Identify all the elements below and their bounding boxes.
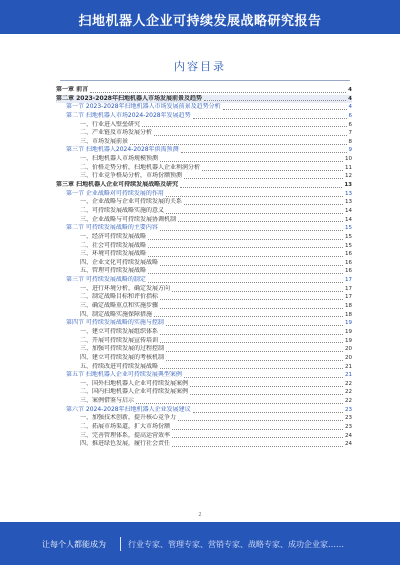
toc-leader-dots <box>154 131 346 136</box>
toc-entry-title: 第五节 扫地机器人企业可持续发展典型案例 <box>66 371 182 379</box>
toc-entry-page: 4 <box>348 104 352 111</box>
toc-entry[interactable] <box>56 363 352 372</box>
toc-leader-dots <box>136 399 343 404</box>
toc-entry-page: 6 <box>348 112 352 119</box>
toc-leader-dots <box>148 235 343 240</box>
toc-entry[interactable] <box>56 121 352 130</box>
toc-entry-page: 4 <box>348 87 352 93</box>
toc-entry[interactable] <box>56 337 352 346</box>
toc-leader-dots <box>130 140 346 145</box>
toc-leader-dots <box>166 356 343 361</box>
toc-entry-page: 13 <box>344 182 352 189</box>
page-number: 2 <box>198 512 202 518</box>
toc-entry-page: 20 <box>345 354 352 361</box>
toc-entry-page: 19 <box>345 337 352 344</box>
toc-entry-title: 三、行业竞争格局分析，市场份额预测 <box>80 172 183 180</box>
toc-entry-page: 4 <box>348 95 352 102</box>
toc-entry-page: 17 <box>345 285 352 292</box>
report-title: 扫地机器人企业可持续发展战略研究报告 <box>78 14 322 29</box>
toc-entry[interactable] <box>56 112 352 121</box>
toc-leader-dots <box>166 321 343 326</box>
toc-entry-title: 第三节 可持续发展战略的制定 <box>66 276 146 284</box>
toc-entry-page: 22 <box>345 380 352 387</box>
toc-entry-title: 第三节 扫地机器人2024-2028年供需预测 <box>66 146 179 154</box>
toc-entry-title: 三、案例借鉴与启示 <box>80 397 135 405</box>
toc-entry-title: 四、推进绿色发展，履行社会责任 <box>80 440 171 448</box>
toc-entry[interactable] <box>56 267 352 276</box>
toc-entry[interactable] <box>56 129 352 138</box>
toc-entry-page: 7 <box>348 130 352 137</box>
toc-leader-dots <box>190 382 343 387</box>
toc-leader-dots <box>223 105 347 110</box>
toc-entry-page: 16 <box>345 251 352 258</box>
toc-leader-dots <box>180 183 342 188</box>
toc-leader-dots <box>178 416 343 421</box>
toc-entry-page: 9 <box>348 147 352 154</box>
toc-leader-dots <box>172 287 343 292</box>
toc-entry[interactable] <box>56 155 352 164</box>
toc-entry[interactable] <box>56 319 352 328</box>
toc-leader-dots <box>160 157 343 162</box>
toc-entry[interactable] <box>56 138 352 147</box>
toc-entry-page: 21 <box>345 372 352 379</box>
toc-entry-page: 12 <box>345 173 352 180</box>
toc-entry-page: 16 <box>345 259 352 266</box>
toc-leader-dots <box>193 114 347 119</box>
toc-entry[interactable] <box>56 172 352 181</box>
toc-entry-title: 五、持续改进可持续发展战略 <box>80 362 159 370</box>
toc-entry-page: 19 <box>345 320 352 327</box>
toc-leader-dots <box>160 364 343 369</box>
toc-entry-title: 二、可持续发展战略实施的意义 <box>80 206 165 214</box>
toc-entry[interactable] <box>56 207 352 216</box>
toc-leader-dots <box>166 192 343 197</box>
toc-entry-page: 22 <box>345 389 352 396</box>
toc-leader-dots <box>90 88 346 93</box>
toc-entry-page: 19 <box>345 328 352 335</box>
toc-entry-page: 16 <box>345 268 352 275</box>
toc-leader-dots <box>166 347 343 352</box>
toc-leader-dots <box>172 425 343 430</box>
toc-entry[interactable] <box>56 371 352 380</box>
toc-leader-dots <box>193 408 343 413</box>
toc-heading: 内容目录 <box>174 60 226 73</box>
toc-leader-dots <box>178 217 343 222</box>
toc-entry-title: 二、制定战略目标和评价指标 <box>80 293 159 301</box>
toc-entry-page: 21 <box>345 363 352 370</box>
toc-leader-dots <box>160 330 343 335</box>
toc-entry[interactable] <box>56 95 352 104</box>
toc-leader-dots <box>172 442 343 447</box>
toc-entry[interactable] <box>56 198 352 207</box>
toc-entry[interactable] <box>56 216 352 225</box>
toc-entry-page: 24 <box>345 441 352 448</box>
toc-entry-page: 15 <box>345 233 352 240</box>
toc-entry-page: 15 <box>345 242 352 249</box>
toc-entry[interactable] <box>56 164 352 173</box>
toc-entry-page: 22 <box>345 398 352 405</box>
toc-entry-title: 第一章 前言 <box>56 86 89 93</box>
toc-entry[interactable] <box>56 285 352 294</box>
toc-entry-title: 第六节 2024-2028年扫地机器人企业发展建议 <box>66 405 191 413</box>
toc-leader-dots <box>148 269 343 274</box>
toc-leader-dots <box>184 200 343 205</box>
toc-leader-dots <box>190 390 343 395</box>
toc-entry-title: 一、经济可持续发展战略 <box>80 232 147 240</box>
toc-leader-dots <box>204 96 346 101</box>
toc-entry[interactable] <box>56 328 352 337</box>
toc-entry[interactable] <box>56 414 352 423</box>
toc-entry[interactable] <box>56 354 352 363</box>
toc-entry[interactable] <box>56 103 352 112</box>
toc-entry[interactable] <box>56 250 352 259</box>
toc-entry[interactable] <box>56 302 352 311</box>
toc-entry[interactable] <box>56 397 352 406</box>
toc-entry-title: 一、扫地机器人市场规模预测 <box>80 155 159 163</box>
toc-entry-title: 二、产业链及市场发展分析 <box>80 129 153 137</box>
toc-entry-title: 二、国内扫地机器人企业可持续发展案例 <box>80 388 189 396</box>
toc-entry-page: 13 <box>345 190 352 197</box>
toc-entry-title: 二、开展可持续发展宣传培训 <box>80 336 159 344</box>
toc-entry-page: 15 <box>345 225 352 232</box>
toc-leader-dots <box>160 226 343 231</box>
toc-entry[interactable] <box>56 311 352 320</box>
toc-entry[interactable] <box>56 86 352 95</box>
toc-divider <box>60 80 350 81</box>
toc-entry-title: 第二节 可持续发展战略的主要内容 <box>66 224 158 232</box>
toc-entry[interactable] <box>56 276 352 285</box>
toc-entry-title: 三、加强可持续发展的过程控制 <box>80 345 165 353</box>
toc-entry[interactable] <box>56 224 352 233</box>
toc-entry[interactable] <box>56 440 352 449</box>
toc-entry[interactable] <box>56 423 352 432</box>
toc-entry-title: 三、完善管理体系，提高运营效率 <box>80 431 171 439</box>
toc-leader-dots <box>148 243 343 248</box>
toc-leader-dots <box>142 122 346 127</box>
toc-entry-title: 二、拓展市场渠道，扩大市场份额 <box>80 422 171 430</box>
toc-entry-title: 四、建立可持续发展的考核机制 <box>80 353 165 361</box>
toc-entry-page: 23 <box>345 415 352 422</box>
toc-entry-page: 8 <box>348 138 352 145</box>
toc-entry-page: 23 <box>345 406 352 413</box>
toc-entry-title: 第二章 2023-2028年扫地机器人市场发展前景及趋势 <box>56 94 202 102</box>
toc-leader-dots <box>184 373 343 378</box>
toc-entry-page: 14 <box>345 216 352 223</box>
toc-leader-dots <box>160 295 343 300</box>
toc-leader-dots <box>202 166 343 171</box>
table-of-contents <box>56 86 352 449</box>
toc-entry-title: 三、市场发展前景 <box>80 137 129 145</box>
toc-entry-page: 18 <box>345 311 352 318</box>
toc-entry-title: 一、国外扫地机器人企业可持续发展案例 <box>80 379 189 387</box>
toc-entry-title: 第一节 2023-2028年扫地机器人市场发展前景及趋势分析 <box>66 103 221 111</box>
toc-entry-title: 第四节 可持续发展战略的实施与控制 <box>66 319 164 327</box>
toc-entry[interactable] <box>56 259 352 268</box>
toc-entry-title: 二、社会可持续发展战略 <box>80 241 147 249</box>
toc-leader-dots <box>172 433 343 438</box>
footer-slogan: 让每个人都能成为 <box>42 540 106 549</box>
toc-entry-title: 四、企业文化可持续发展战略 <box>80 258 159 266</box>
toc-entry-title: 第二节 扫地机器人市场2024-2028年发展趋势 <box>66 111 191 119</box>
toc-entry[interactable] <box>56 242 352 251</box>
footer-bar <box>0 522 400 565</box>
toc-entry-title: 三、环境可持续发展战略 <box>80 250 147 258</box>
toc-entry-title: 一、进行环境分析，确定发展方向 <box>80 284 171 292</box>
toc-entry-page: 24 <box>345 432 352 439</box>
toc-entry[interactable] <box>56 233 352 242</box>
toc-entry-page: 6 <box>348 121 352 128</box>
toc-entry-page: 11 <box>345 164 352 171</box>
toc-entry-title: 四、制定战略实施保障措施 <box>80 310 153 318</box>
toc-entry-page: 17 <box>345 294 352 301</box>
header-bar <box>0 0 400 34</box>
toc-entry-title: 一、行业进入壁垒研究 <box>80 120 141 128</box>
toc-leader-dots <box>160 261 343 266</box>
toc-leader-dots <box>181 148 347 153</box>
toc-entry[interactable] <box>56 388 352 397</box>
toc-entry[interactable] <box>56 380 352 389</box>
footer-divider <box>120 537 121 551</box>
toc-entry-page: 10 <box>345 156 352 163</box>
toc-entry[interactable] <box>56 146 352 155</box>
toc-entry-title: 二、价格走势分析，扫地机器人企业利润分析 <box>80 163 201 171</box>
toc-leader-dots <box>166 209 343 214</box>
toc-entry[interactable] <box>56 345 352 354</box>
toc-entry[interactable] <box>56 432 352 441</box>
toc-entry[interactable] <box>56 406 352 415</box>
toc-entry-page: 13 <box>345 199 352 206</box>
toc-entry[interactable] <box>56 190 352 199</box>
footer-tagline: 行业专家、管理专家、营销专家、战略专家、成功企业家…… <box>128 540 344 549</box>
toc-entry-title: 第一节 企业战略对可持续发展的作用 <box>66 189 164 197</box>
toc-leader-dots <box>154 312 343 317</box>
toc-entry-title: 一、建立可持续发展组织体系 <box>80 327 159 335</box>
toc-leader-dots <box>160 304 343 309</box>
toc-entry-title: 一、企业战略与企业可持续发展的关系 <box>80 198 183 206</box>
toc-entry[interactable] <box>56 293 352 302</box>
toc-leader-dots <box>148 278 343 283</box>
toc-entry-title: 第三章 扫地机器人企业可持续发展战略及研究 <box>56 181 179 189</box>
toc-entry-title: 三、企业战略与可持续发展协调机制 <box>80 215 177 223</box>
toc-leader-dots <box>160 338 343 343</box>
toc-entry-page: 20 <box>345 346 352 353</box>
toc-entry-page: 23 <box>345 423 352 430</box>
toc-leader-dots <box>148 252 343 257</box>
toc-entry-page: 17 <box>345 277 352 284</box>
toc-entry-page: 18 <box>345 303 352 310</box>
toc-entry[interactable] <box>56 181 352 190</box>
toc-entry-title: 一、加强技术创新，提升核心竞争力 <box>80 414 177 422</box>
toc-leader-dots <box>184 174 343 179</box>
toc-entry-page: 14 <box>345 207 352 214</box>
toc-entry-title: 三、确定战略重点和实施步骤 <box>80 302 159 310</box>
toc-entry-title: 五、管理可持续发展战略 <box>80 267 147 275</box>
